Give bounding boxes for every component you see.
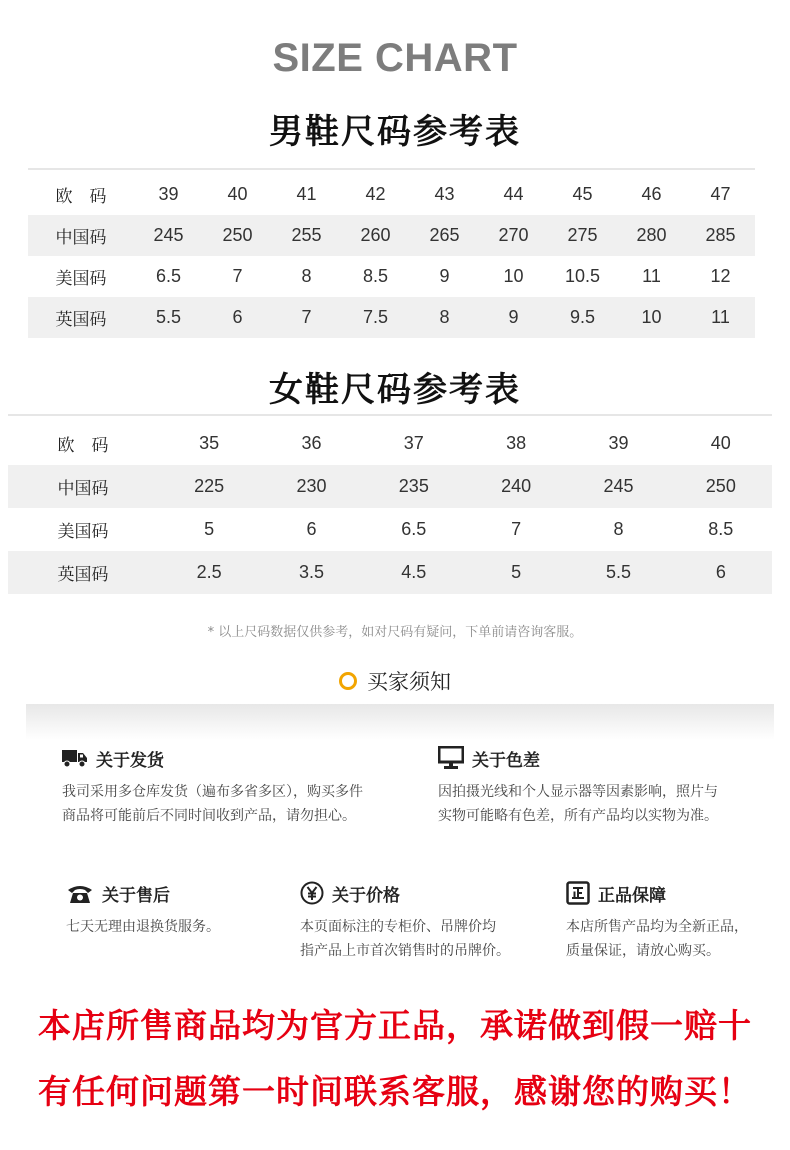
notice-item-line: 商品将可能前后不同时间收到产品，请勿担心。 bbox=[62, 808, 356, 824]
size-cell: 8 bbox=[272, 256, 341, 297]
notice-item-line: 七天无理由退换货服务。 bbox=[66, 919, 220, 935]
size-cell: 11 bbox=[617, 256, 686, 297]
notice-heading bbox=[0, 666, 790, 696]
size-cell: 270 bbox=[479, 215, 548, 256]
row-label: 英国码 bbox=[8, 551, 158, 594]
notice-item-title: 关于价格 bbox=[332, 885, 400, 906]
notice-item-line: 质量保证，请放心购买。 bbox=[566, 943, 720, 959]
guarantee-banner-line-2: 有任何问题第一时间联系客服，感谢您的购买！ bbox=[38, 1072, 752, 1111]
size-chart-title: SIZE CHART bbox=[272, 36, 518, 80]
size-cell: 40 bbox=[670, 422, 772, 465]
size-cell: 37 bbox=[363, 422, 465, 465]
notice-item-line: 实物可能略有色差，所有产品均以实物为准。 bbox=[438, 808, 718, 824]
size-cell: 11 bbox=[686, 297, 755, 338]
row-label: 中国码 bbox=[8, 465, 158, 508]
size-cell: 9.5 bbox=[548, 297, 617, 338]
notice-item-title: 关于发货 bbox=[96, 750, 164, 771]
truck-icon bbox=[62, 747, 88, 769]
size-cell: 7 bbox=[465, 508, 567, 551]
yen-icon bbox=[300, 881, 324, 905]
size-cell: 47 bbox=[686, 174, 755, 215]
size-cell: 9 bbox=[479, 297, 548, 338]
size-cell: 36 bbox=[260, 422, 362, 465]
size-cell: 39 bbox=[134, 174, 203, 215]
notice-item-line: 我司采用多仓库发货（遍布多省多区），购买多件 bbox=[62, 784, 363, 800]
size-cell: 9 bbox=[410, 256, 479, 297]
size-cell: 2.5 bbox=[158, 551, 260, 594]
men-table-title: 男鞋尺码参考表 bbox=[269, 112, 521, 152]
women-table-title: 女鞋尺码参考表 bbox=[269, 370, 521, 410]
row-label: 欧 码 bbox=[28, 174, 134, 215]
table-row bbox=[8, 465, 772, 508]
size-cell: 3.5 bbox=[260, 551, 362, 594]
size-cell: 5.5 bbox=[567, 551, 669, 594]
size-cell: 285 bbox=[686, 215, 755, 256]
size-cell: 7.5 bbox=[341, 297, 410, 338]
size-cell: 7 bbox=[272, 297, 341, 338]
notice-item-title: 关于售后 bbox=[102, 885, 170, 906]
size-cell: 260 bbox=[341, 215, 410, 256]
size-cell: 235 bbox=[363, 465, 465, 508]
size-cell: 230 bbox=[260, 465, 362, 508]
guarantee-banner-line-1: 本店所售商品均为官方正品，承诺做到假一赔十 bbox=[38, 1006, 752, 1045]
size-cell: 40 bbox=[203, 174, 272, 215]
size-cell: 240 bbox=[465, 465, 567, 508]
size-cell: 7 bbox=[203, 256, 272, 297]
size-cell: 5.5 bbox=[134, 297, 203, 338]
size-cell: 10 bbox=[479, 256, 548, 297]
size-cell: 6.5 bbox=[134, 256, 203, 297]
women-table-divider bbox=[8, 414, 772, 416]
size-cell: 12 bbox=[686, 256, 755, 297]
notice-shipping bbox=[62, 744, 402, 828]
size-cell: 275 bbox=[548, 215, 617, 256]
size-cell: 38 bbox=[465, 422, 567, 465]
table-row bbox=[28, 256, 755, 297]
size-cell: 250 bbox=[203, 215, 272, 256]
circle-icon bbox=[339, 672, 357, 690]
size-cell: 10 bbox=[617, 297, 686, 338]
notice-authenticity bbox=[566, 879, 776, 963]
table-row bbox=[28, 215, 755, 256]
size-cell: 8 bbox=[410, 297, 479, 338]
phone-icon bbox=[66, 882, 94, 904]
row-label: 美国码 bbox=[8, 508, 158, 551]
notice-item-line: 指产品上市首次销售时的吊牌价。 bbox=[300, 943, 510, 959]
notice-item-line: 因拍摄光线和个人显示器等因素影响，照片与 bbox=[438, 784, 718, 800]
notice-title: 买家须知 bbox=[367, 670, 451, 694]
table-row bbox=[28, 297, 755, 338]
size-cell: 44 bbox=[479, 174, 548, 215]
size-cell: 35 bbox=[158, 422, 260, 465]
row-label: 美国码 bbox=[28, 256, 134, 297]
table-row bbox=[8, 508, 772, 551]
size-cell: 6 bbox=[203, 297, 272, 338]
table-row bbox=[28, 174, 755, 215]
size-cell: 8 bbox=[567, 508, 669, 551]
certificate-icon bbox=[566, 881, 590, 905]
table-row bbox=[8, 422, 772, 465]
notice-item-line: 本页面标注的专柜价、吊牌价均 bbox=[300, 919, 496, 935]
size-cell: 265 bbox=[410, 215, 479, 256]
size-cell: 250 bbox=[670, 465, 772, 508]
notice-item-line: 本店所售产品均为全新正品， bbox=[566, 919, 748, 935]
size-cell: 8.5 bbox=[341, 256, 410, 297]
notice-color-difference bbox=[438, 744, 768, 828]
size-cell: 45 bbox=[548, 174, 617, 215]
size-cell: 46 bbox=[617, 174, 686, 215]
notice-after-sales bbox=[66, 879, 276, 939]
size-cell: 5 bbox=[465, 551, 567, 594]
size-cell: 39 bbox=[567, 422, 669, 465]
size-cell: 43 bbox=[410, 174, 479, 215]
notice-price bbox=[300, 879, 550, 963]
size-cell: 6 bbox=[670, 551, 772, 594]
size-cell: 225 bbox=[158, 465, 260, 508]
size-cell: 4.5 bbox=[363, 551, 465, 594]
size-cell: 10.5 bbox=[548, 256, 617, 297]
size-cell: 5 bbox=[158, 508, 260, 551]
size-cell: 255 bbox=[272, 215, 341, 256]
notice-item-title: 关于色差 bbox=[472, 750, 540, 771]
women-size-table bbox=[8, 422, 772, 594]
table-row bbox=[8, 551, 772, 594]
size-cell: 41 bbox=[272, 174, 341, 215]
men-table-divider bbox=[28, 168, 755, 170]
size-cell: 42 bbox=[341, 174, 410, 215]
size-cell: 6.5 bbox=[363, 508, 465, 551]
monitor-icon bbox=[438, 746, 464, 770]
row-label: 欧 码 bbox=[8, 422, 158, 465]
size-cell: 245 bbox=[567, 465, 669, 508]
notice-band bbox=[26, 704, 774, 740]
size-cell: 6 bbox=[260, 508, 362, 551]
size-footnote: * 以上尺码数据仅供参考，如对尺码有疑问，下单前请咨询客服。 bbox=[207, 625, 583, 640]
size-cell: 8.5 bbox=[670, 508, 772, 551]
row-label: 中国码 bbox=[28, 215, 134, 256]
size-cell: 280 bbox=[617, 215, 686, 256]
notice-item-title: 正品保障 bbox=[598, 885, 666, 906]
size-cell: 245 bbox=[134, 215, 203, 256]
row-label: 英国码 bbox=[28, 297, 134, 338]
men-size-table bbox=[28, 174, 755, 338]
